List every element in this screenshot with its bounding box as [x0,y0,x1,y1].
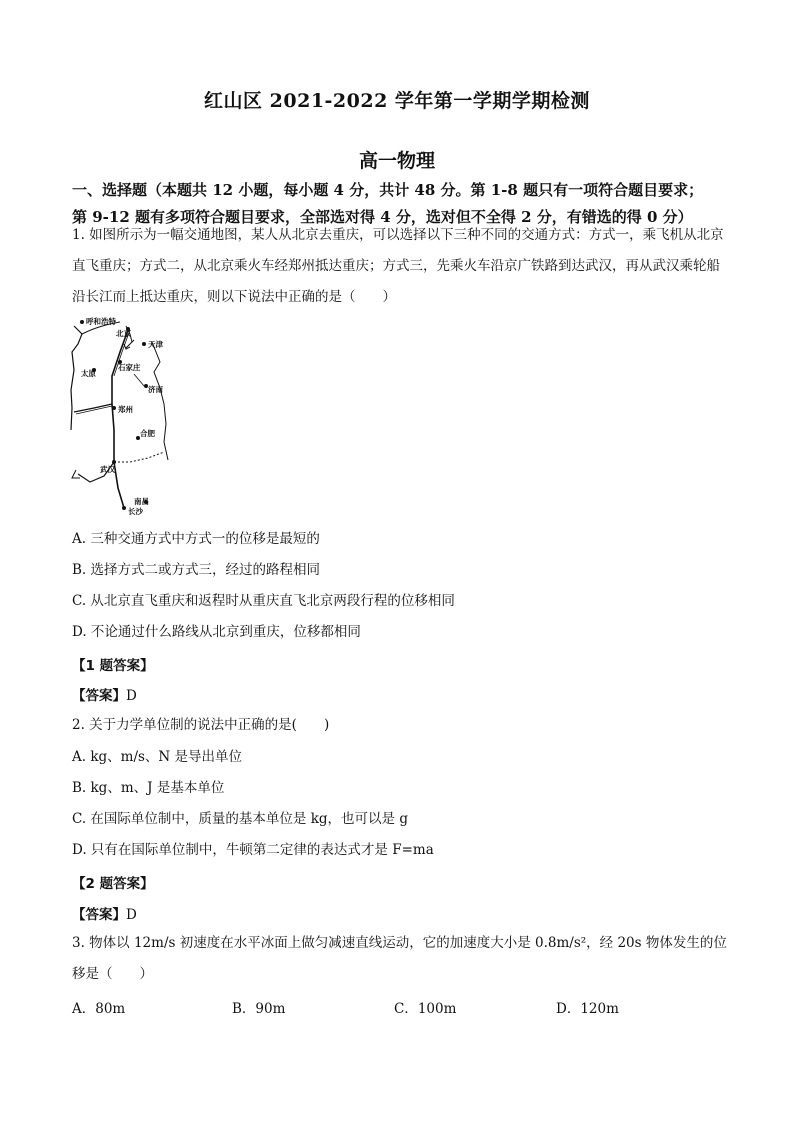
q1-option-d: D. 不论通过什么路线从北京到重庆，位移都相同 [72,624,361,640]
map-label-beijing: 北京 [116,329,131,338]
map-label-wuhan: 武汉 [100,465,115,474]
map-label-changsha: 长沙 [128,507,143,516]
q1-answer-value: D [126,688,137,704]
map-label-taiyuan: 太原 [81,369,96,378]
map-label-tianjin: 天津 [148,340,163,349]
q2-answer-tag: 【2 题答案】 [72,876,154,892]
q2-option-b: B. kg、m、J 是基本单位 [72,780,225,796]
q2-option-d: D. 只有在国际单位制中，牛顿第二定律的表达式才是 F=ma [72,842,434,858]
q3-option-d: D．120m [556,1001,619,1017]
map-label-hohhot: 呼和浩特 [86,317,116,326]
q1-option-a: A. 三种交通方式中方式一的位移是最短的 [72,531,320,547]
q1-answer-tag: 【1 题答案】 [72,658,154,674]
map-label-shijiazhuang: 石家庄 [118,363,141,372]
q3-option-a: A．80m [72,1001,126,1017]
map-label-zhengzhou: 郑州 [118,405,133,414]
q3-option-b: B．90m [232,1001,286,1017]
q2-option-a: A. kg、m/s、N 是导出单位 [72,749,243,765]
question-1-stem: 1. 如图所示为一幅交通地图，某人从北京去重庆，可以选择以下三种不同的交通方式：方式一，乘飞机从北京直飞重庆；方式二，从北京乘火车经郑州抵达重庆；方式三，先乘火车沿京广铁路到达武汉，再从武汉乘轮船沿长江而上抵达重庆，则以下说法中正确的是（ ） [72,227,724,305]
q1-option-c: C. 从北京直飞重庆和返程时从重庆直飞北京两段行程的位移相同 [72,593,455,609]
q3-option-c: C．100m [394,1001,457,1017]
q2-answer [72,903,137,923]
q2-answer-value: D [126,907,137,923]
map-label-jinan: 济南 [148,385,163,394]
traffic-map-figure [68,312,180,520]
q1-answer [72,684,137,704]
section-line-2: 第 9-12 题有多项符合题目要求，全部选对得 4 分，选对但不全得 2 分，有错选的得 0 分） [72,208,693,226]
page-title: 红山区 2021-2022 学年第一学期学期检测 [204,90,590,112]
q2-option-c: C. 在国际单位制中，质量的基本单位是 kg，也可以是 g [72,811,408,827]
map-label-hefei: 合肥 [140,429,155,438]
q1-answer-label: 【答案】 [72,688,126,704]
map-label-nanchang: 南昌 [134,497,149,506]
q1-option-b: B. 选择方式二或方式三，经过的路程相同 [72,562,321,578]
q2-answer-label: 【答案】 [72,907,126,923]
question-2-stem: 2. 关于力学单位制的说法中正确的是( ) [72,717,330,733]
subject-title: 高一物理 [358,150,435,172]
question-3-stem: 3. 物体以 12m/s 初速度在水平冰面上做匀减速直线运动，它的加速度大小是 0.8m/s²，经 20s 物体发生的位移是（ ） [72,935,727,982]
section-line-1: 一、选择题（本题共 12 小题，每小题 4 分，共计 48 分。第 1-8 题只有一项符合题目要求； [72,181,704,199]
